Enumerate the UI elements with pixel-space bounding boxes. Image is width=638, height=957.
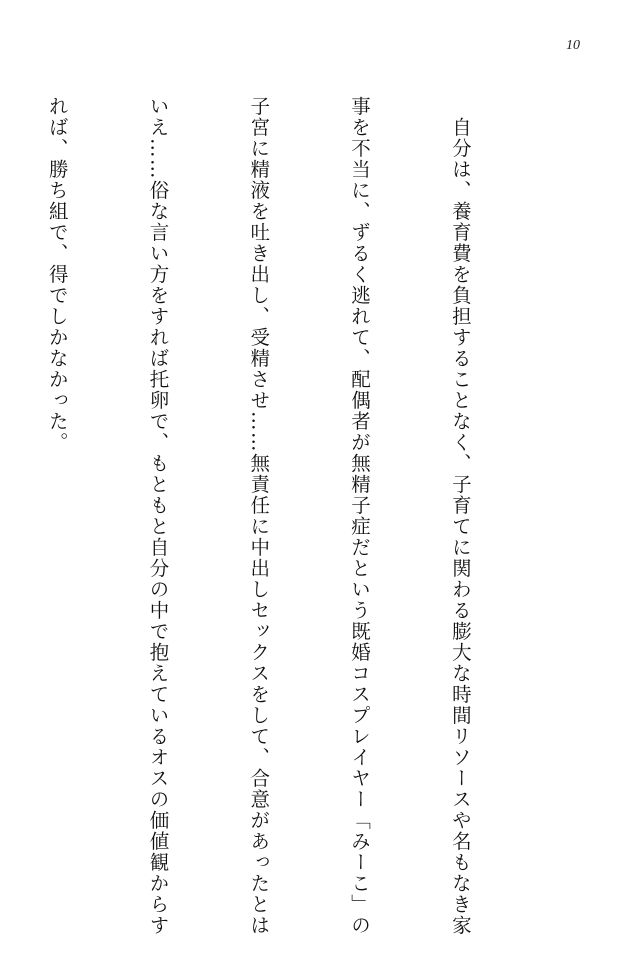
page-number: 10 — [566, 38, 580, 53]
text-line: 事を不当に、ずるく逃れて、配偶者が無精子症だという既婚コスプレイヤー「みーこ」の — [348, 96, 372, 936]
text-line: いえ……俗な言い方をすれば托卵で、もともと自分の中で抱えているオスの価値観からす — [146, 96, 170, 936]
text-line: 子宮に精液を吐き出し、受精させ……無責任に中出しセックスをして、合意があったとは — [247, 96, 271, 936]
text-line: れば、勝ち組で、得でしかなかった。 — [45, 96, 69, 453]
text-line: 自分は、養育費を負担することなく、子育てに関わる膨大な時間リソースや名もなき家 — [448, 96, 472, 936]
vertical-body-text — [0, 96, 544, 936]
